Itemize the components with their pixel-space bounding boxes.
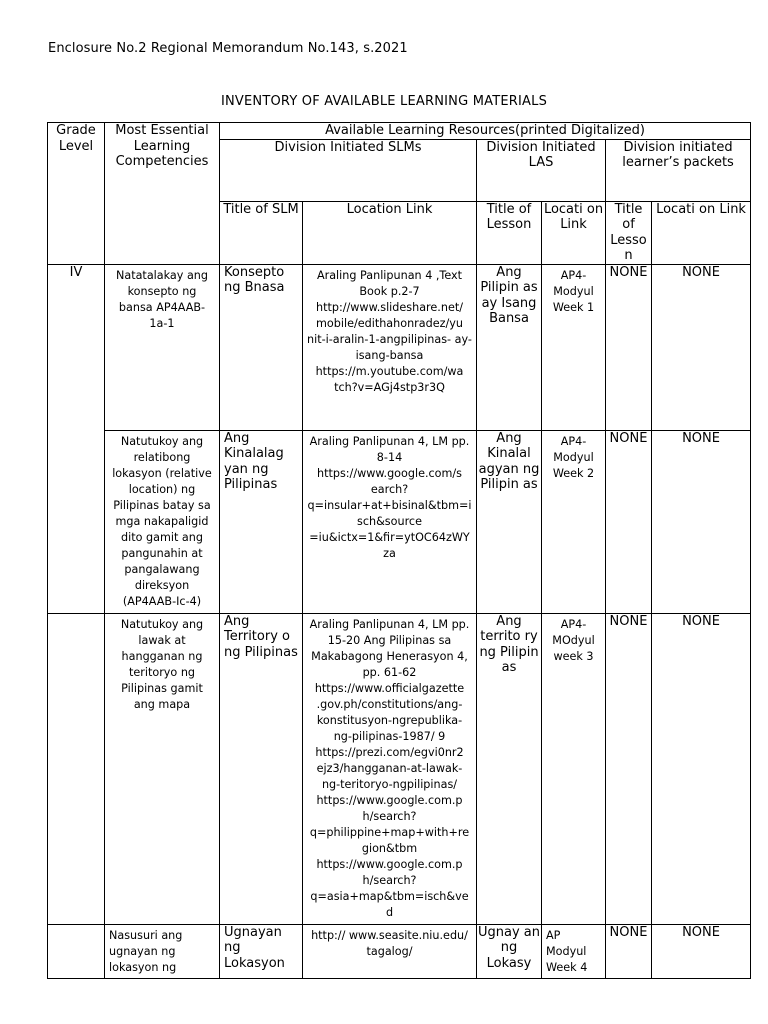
header-slms: Division Initiated SLMs	[220, 139, 477, 201]
grade-level-cell-empty	[48, 613, 105, 924]
packet-title-cell: NONE	[606, 430, 652, 613]
packet-link-cell: NONE	[652, 613, 751, 924]
las-link-cell: AP4- Modyul Week 1	[542, 264, 606, 430]
header-competencies: Most Essential Learning Competencies	[105, 123, 220, 265]
las-link-cell: AP4- MOdyul week 3	[542, 613, 606, 924]
slm-link-cell: Araling Panlipunan 4, LM pp. 15-20 Ang Pilipinas sa Makabagong Henerasyon 4, pp. 61-62 https://www.officialgazette .gov.ph/constitutions/ang- konstitusyon-ngrepublika- ng-pilipinas-1987/ 9 https://prezi.com/egvi0nr2 ejz3/hangganan-at-lawak- ng-teritoryo-ngpilipinas/ https://www.google.com.p h/search? q=philippine+map+with+re gion&tbm https://www.google.com.p h/search? q=asia+map&tbm=isch&ve d	[303, 613, 477, 924]
competency-cell: Natutukoy ang relatibong lokasyon (relative location) ng Pilipinas batay sa mga nakapaligid dito gamit ang pangunahin at pangalawang direksyon (AP4AAB-Ic-4)	[105, 430, 220, 613]
las-title-cell: Ang Pilipin as ay Isang Bansa	[477, 264, 542, 430]
inventory-table	[47, 122, 751, 979]
las-link-cell: AP4- Modyul Week 2	[542, 430, 606, 613]
competency-cell: Nasusuri ang ugnayan ng lokasyon ng	[105, 924, 220, 978]
header-packets: Division initiated learner’s packets	[606, 139, 751, 201]
enclosure-note: Enclosure No.2 Regional Memorandum No.143, s.2021	[48, 41, 408, 56]
table-row	[48, 430, 751, 613]
slm-link-cell: Araling Panlipunan 4, LM pp. 8-14 https://www.google.com/s earch? q=insular+at+bisinal&tbm=i sch&source =iu&ictx=1&fir=ytOC64zWY za	[303, 430, 477, 613]
slm-title-cell: Ugnayan ng Lokasyon	[220, 924, 303, 978]
las-title-cell: Ugnay an ng Lokasy	[477, 924, 542, 978]
slm-title-cell: Ang Territory o ng Pilipinas	[220, 613, 303, 924]
las-title-cell: Ang territo ry ng Pilipin as	[477, 613, 542, 924]
header-las: Division Initiated LAS	[477, 139, 606, 201]
table-row	[48, 264, 751, 430]
grade-level-cell-empty	[48, 924, 105, 978]
header-slm-title: Title of SLM	[220, 201, 303, 264]
header-las-title: Title of Lesson	[477, 201, 542, 264]
slm-link-cell: Araling Panlipunan 4 ,Text Book p.2-7 http://www.slideshare.net/ mobile/edithahonradez/yu nit-i-aralin-1-angpilipinas- ay-isang-bansa https://m.youtube.com/wa tch?v=AGj4stp3r3Q	[303, 264, 477, 430]
slm-title-cell: Konsepto ng Bnasa	[220, 264, 303, 430]
header-grade-level: Grade Level	[48, 123, 105, 265]
las-title-cell: Ang Kinalal agyan ng Pilipin as	[477, 430, 542, 613]
document-title: INVENTORY OF AVAILABLE LEARNING MATERIALS	[220, 94, 548, 109]
header-las-link: Locati on Link	[542, 201, 606, 264]
packet-link-cell: NONE	[652, 924, 751, 978]
competency-cell: Natutukoy ang lawak at hangganan ng teritoryo ng Pilipinas gamit ang mapa	[105, 613, 220, 924]
header-slm-link: Location Link	[303, 201, 477, 264]
header-packet-link: Locati on Link	[652, 201, 751, 264]
packet-link-cell: NONE	[652, 264, 751, 430]
table-row	[48, 924, 751, 978]
packet-title-cell: NONE	[606, 264, 652, 430]
competency-cell: Natatalakay ang konsepto ng bansa AP4AAB-1a-1	[105, 264, 220, 430]
slm-title-cell: Ang Kinalalag yan ng Pilipinas	[220, 430, 303, 613]
packet-link-cell: NONE	[652, 430, 751, 613]
table-row	[48, 613, 751, 924]
header-packet-title: Title of Lesso n	[606, 201, 652, 264]
packet-title-cell: NONE	[606, 613, 652, 924]
grade-level-cell: IV	[48, 264, 105, 613]
slm-link-cell: http:// www.seasite.niu.edu/ tagalog/	[303, 924, 477, 978]
header-resources: Available Learning Resources(printed Digitalized)	[220, 123, 751, 140]
las-link-cell: AP Modyul Week 4	[542, 924, 606, 978]
packet-title-cell: NONE	[606, 924, 652, 978]
